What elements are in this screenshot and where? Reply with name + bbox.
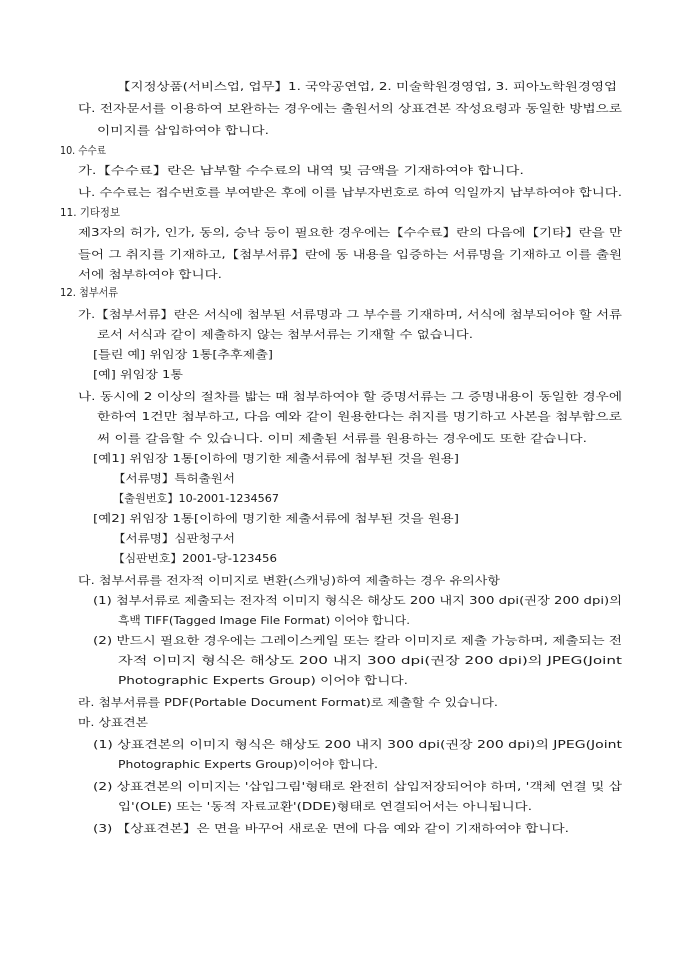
text-line: 다. 첨부서류를 전자적 이미지로 변환(스캐닝)하여 제출하는 경우 유의사항 xyxy=(78,574,501,587)
text-line: 로서 서식과 같이 제출하지 않는 첨부서류는 기재할 수 없습니다. xyxy=(97,328,473,341)
text-line: 【서류명】심판청구서 xyxy=(113,532,235,545)
text-line: 나. 동시에 2 이상의 절차를 밟는 때 첨부하여야 할 증명서류는 그 증명내용이 동일한 경우에 xyxy=(78,390,622,403)
text-line: 이미지를 삽입하여야 합니다. xyxy=(97,124,269,137)
text-line: 【출원번호】10-2001-1234567 xyxy=(113,492,279,505)
text-line: 다. 전자문서를 이용하여 보완하는 경우에는 출원서의 상표견본 작성요령과 동일한 방법으로 xyxy=(78,102,622,115)
text-line: [틀린 예] 위임장 1통[추후제출] xyxy=(93,348,273,361)
text-line: 입'(OLE) 또는 '동적 자료교환'(DDE)형태로 연결되어서는 아니됩니다. xyxy=(118,800,532,813)
text-line: 써 이를 갈음할 수 있습니다. 이미 제출된 서류를 원용하는 경우에도 또한 같습니다. xyxy=(97,432,587,445)
text-line: 【지정상품(서비스업, 업무】1. 국악공연업, 2. 미술학원경영업, 3. 피아노학원경영업 xyxy=(117,80,617,93)
text-line: (1) 첨부서류로 제출되는 전자적 이미지 형식은 해상도 200 내지 300 dpi(권장 200 dpi)의 xyxy=(93,594,622,607)
text-line: 서에 첨부하여야 합니다. xyxy=(78,268,222,281)
text-line: 마. 상표견본 xyxy=(78,716,148,729)
text-line: 가.【첨부서류】란은 서식에 첨부된 서류명과 그 부수를 기재하며, 서식에 첨부되어야 할 서류 xyxy=(78,308,622,321)
text-line: 【서류명】특허출원서 xyxy=(113,472,235,485)
text-line: [예1] 위임장 1통[이하에 명기한 제출서류에 첨부된 것을 원용] xyxy=(93,452,459,465)
text-line: 흑백 TIFF(Tagged Image File Format) 이어야 합니다. xyxy=(118,614,410,627)
text-line: 자적 이미지 형식은 해상도 200 내지 300 dpi(권장 200 dpi)의 JPEG(Joint xyxy=(118,654,622,667)
text-line: (3) 【상표견본】은 면을 바꾸어 새로운 면에 다음 예와 같이 기재하여야 합니다. xyxy=(93,822,569,835)
text-line: 라. 첨부서류를 PDF(Portable Document Format)로 제출할 수 있습니다. xyxy=(78,696,498,709)
text-line: Photographic Experts Group)이어야 합니다. xyxy=(118,758,378,771)
text-line: 나. 수수료는 접수번호를 부여받은 후에 이를 납부자번호로 하여 익일까지 납부하여야 합니다. xyxy=(78,186,622,199)
text-line: [예] 위임장 1통 xyxy=(93,368,183,381)
text-line: 한하여 1건만 첨부하고, 다음 예와 같이 원용한다는 취지를 명기하고 사본을 첨부함으로 xyxy=(97,410,622,423)
text-line: 10. 수수료 xyxy=(60,144,106,157)
text-line: 11. 기타정보 xyxy=(60,206,120,219)
text-line: 가.【수수료】란은 납부할 수수료의 내역 및 금액을 기재하여야 합니다. xyxy=(78,164,524,177)
text-line: Photographic Experts Group) 이어야 합니다. xyxy=(118,674,408,687)
text-line: (2) 상표견본의 이미지는 '삽입그림'형태로 완전히 삽입저장되어야 하며, '객체 연결 및 삽 xyxy=(93,780,622,793)
text-line: 들어 그 취지를 기재하고,【첨부서류】란에 동 내용을 입증하는 서류명을 기재하고 이를 출원 xyxy=(78,248,622,261)
text-line: 【심판번호】2001-당-123456 xyxy=(113,552,277,565)
text-line: (2) 반드시 필요한 경우에는 그레이스케일 또는 칼라 이미지로 제출 가능하며, 제출되는 전 xyxy=(93,634,622,647)
text-line: 제3자의 허가, 인가, 동의, 승낙 등이 필요한 경우에는【수수료】란의 다음에【기타】란을 만 xyxy=(78,226,622,239)
text-line: 12. 첨부서류 xyxy=(60,286,118,299)
text-line: [예2] 위임장 1통[이하에 명기한 제출서류에 첨부된 것을 원용] xyxy=(93,512,459,525)
text-line: (1) 상표견본의 이미지 형식은 해상도 200 내지 300 dpi(권장 200 dpi)의 JPEG(Joint xyxy=(93,738,622,751)
